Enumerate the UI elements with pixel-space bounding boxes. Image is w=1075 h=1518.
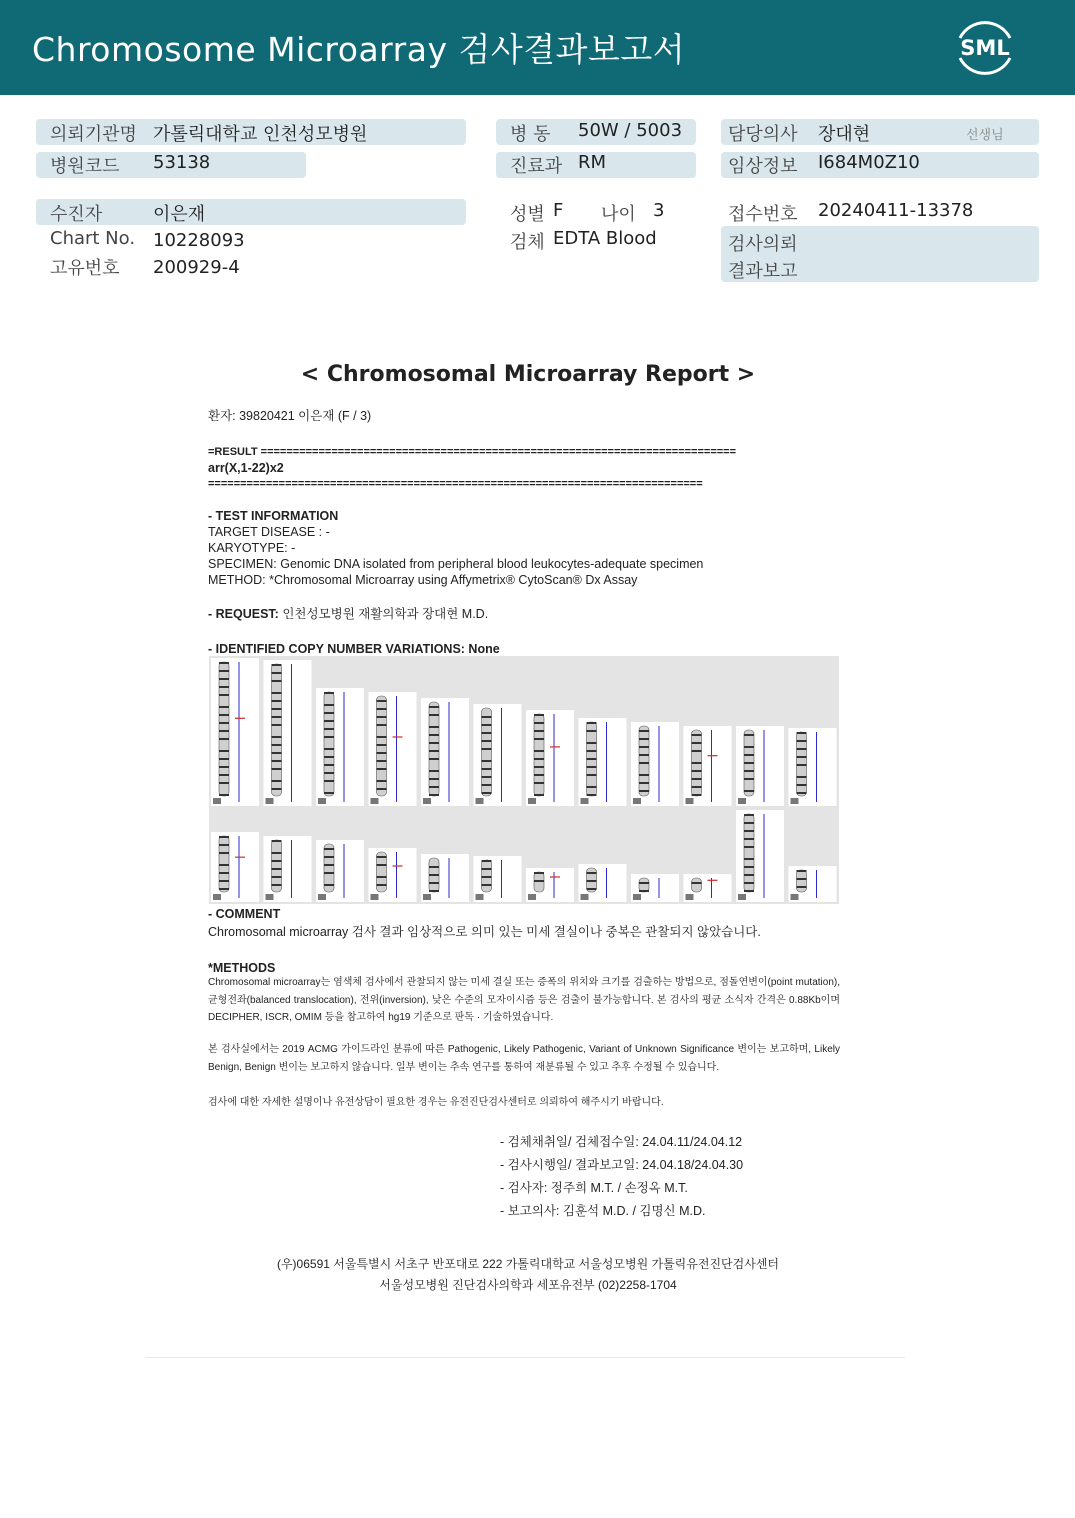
report-heading: < Chromosomal Microarray Report > xyxy=(300,362,756,387)
chromosome-3 xyxy=(316,688,364,806)
accession-value: 20240411-13378 xyxy=(818,200,974,221)
hospital-code-label: 병원코드 xyxy=(50,156,120,177)
ward-value: 50W / 5003 xyxy=(578,120,683,141)
chromosome-10 xyxy=(684,726,732,806)
accession-label: 접수번호 xyxy=(728,204,798,225)
result-value: arr(X,1-22)x2 xyxy=(208,461,284,475)
method-line: METHOD: *Chromosomal Microarray using Affymetrix® CytoScan® Dx Assay xyxy=(208,573,638,587)
chromosome-4 xyxy=(369,692,417,806)
chromosome-Y xyxy=(789,866,837,902)
chromosome-19 xyxy=(526,868,574,902)
result-header: =RESULT ========================================================================== xyxy=(208,446,737,458)
patient-label: 수진자 xyxy=(50,204,103,225)
methods-paragraph-2: 본 검사실에서는 2019 ACMG 가이드라인 분류에 따른 Pathogenic, Likely Pathogenic, Variant of Unknown Significance 변이는 보고하며, Likely Benign, Benign 변이는 보고하지 않습니다. 일부 변이는 추속 연구를 통하여 재분류될 수 있고 추후 수정될 수 있습니다. xyxy=(208,1044,840,1073)
chromosome-8 xyxy=(579,718,627,806)
reporting-physicians: - 보고의사: 김훈석 M.D. / 김명신 M.D. xyxy=(500,1204,706,1218)
chromosome-17 xyxy=(421,854,469,902)
result-report-label: 결과보고 xyxy=(728,261,798,282)
sml-logo xyxy=(950,14,1020,80)
report-title: Chromosome Microarray 검사결과보고서 xyxy=(32,30,686,69)
chromosome-1 xyxy=(211,658,259,806)
doctor-label: 담당의사 xyxy=(728,124,798,145)
chromosome-21 xyxy=(631,874,679,902)
specimen-label: 검체 xyxy=(510,232,545,253)
clinical-label: 임상정보 xyxy=(728,156,798,177)
chromosome-12 xyxy=(789,728,837,806)
unique-label: 고유번호 xyxy=(50,258,120,279)
chromosome-20 xyxy=(579,864,627,902)
chromosome-9 xyxy=(631,722,679,806)
methods-paragraph-3: 검사에 대한 자세한 설명이나 유전상담이 필요한 경우는 유전진단검사센터로 의뢰하여 해주시기 바랍니다. xyxy=(208,1097,664,1108)
methods-paragraph-1: Chromosomal microarray는 염색체 검사에서 관찰되지 않는 미세 결실 또는 증폭의 위치와 크기를 검출하는 방법으로, 점돌연변이(point mutation), 균형전좌(balanced translocation), 전위(inversion), 낮은 수준의 모자이시즘 등은 검출이 불가능합니다. 본 검사의 평균 소식자 간격은 0.88Kb이며 DECIPHER, ISCR, OMIM 등을 참고하여 hg19 기준으로 판독 · 기술하였습니다. xyxy=(208,977,840,1023)
specimen-value: EDTA Blood xyxy=(553,228,657,249)
doctor-value: 장대현 xyxy=(818,124,871,145)
report-header xyxy=(0,0,1075,95)
doctor-suffix: 선생님 xyxy=(966,128,1004,143)
specimen-line: SPECIMEN: Genomic DNA isolated from peripheral blood leukocytes-adequate specimen xyxy=(208,557,704,571)
logo-text: SML xyxy=(960,36,1010,60)
clinical-value: I684M0Z10 xyxy=(818,152,920,173)
comment-text: Chromosomal microarray 검사 결과 임상적으로 의미 있는 미세 결실이나 중복은 관찰되지 않았습니다. xyxy=(208,925,761,939)
department-line: 서울성모병원 진단검사의학과 세포유전부 (02)2258-1704 xyxy=(379,1278,677,1292)
chromosome-5 xyxy=(421,698,469,806)
age-label: 나이 xyxy=(601,204,636,225)
target-disease: TARGET DISEASE : - xyxy=(208,525,330,539)
cnv-header: - IDENTIFIED COPY NUMBER VARIATIONS: None xyxy=(208,642,500,656)
chromosome-18 xyxy=(474,856,522,902)
technicians: - 검사자: 정주희 M.T. / 손정옥 M.T. xyxy=(500,1181,688,1195)
ward-label: 병 동 xyxy=(510,124,551,145)
bottom-divider xyxy=(145,1357,905,1358)
karyotype: KARYOTYPE: - xyxy=(208,541,296,555)
karyogram-figure xyxy=(209,656,839,904)
patient-value: 이은재 xyxy=(153,204,206,225)
chromosome-15 xyxy=(316,840,364,902)
methods-header: *METHODS xyxy=(208,961,276,975)
request-value: 인천성모병원 재활의학과 장대현 M.D. xyxy=(282,607,489,621)
chromosome-6 xyxy=(474,704,522,806)
test-info-header: - TEST INFORMATION xyxy=(208,509,339,523)
request-label: 검사의뢰 xyxy=(728,234,798,255)
address-line: (우)06591 서울특별시 서초구 반포대로 222 가톨릭대학교 서울성모병원 가톨릭유전진단검사센터 xyxy=(276,1257,780,1271)
institution-label: 의뢰기관명 xyxy=(50,124,137,145)
collection-dates: - 검체채취일/ 검체접수일: 24.04.11/24.04.12 xyxy=(500,1135,743,1149)
comment-header: - COMMENT xyxy=(208,907,281,921)
hospital-code-value: 53138 xyxy=(153,152,211,173)
dept-label: 진료과 xyxy=(510,156,563,177)
chromosome-X xyxy=(736,810,784,902)
chromosome-14 xyxy=(264,836,312,902)
chromosome-22 xyxy=(684,874,732,902)
chromosome-13 xyxy=(211,832,259,902)
sex-value: F xyxy=(553,200,564,221)
dept-value: RM xyxy=(578,152,607,173)
chromosome-7 xyxy=(526,710,574,806)
request-header: - REQUEST: xyxy=(208,607,279,621)
patient-line: 환자: 39820421 이은재 (F / 3) xyxy=(208,409,372,423)
chromosome-16 xyxy=(369,848,417,902)
chart-label: Chart No. xyxy=(50,228,136,249)
test-dates: - 검사시행일/ 결과보고일: 24.04.18/24.04.30 xyxy=(500,1158,744,1172)
chromosome-2 xyxy=(264,660,312,806)
institution-value: 가톨릭대학교 인천성모병원 xyxy=(153,124,368,145)
chart-value: 10228093 xyxy=(153,230,245,251)
chromosome-11 xyxy=(736,726,784,806)
sex-label: 성별 xyxy=(510,204,545,225)
unique-value: 200929-4 xyxy=(153,257,240,278)
age-value: 3 xyxy=(653,200,665,221)
result-rule: ============================================================================= xyxy=(208,478,703,490)
